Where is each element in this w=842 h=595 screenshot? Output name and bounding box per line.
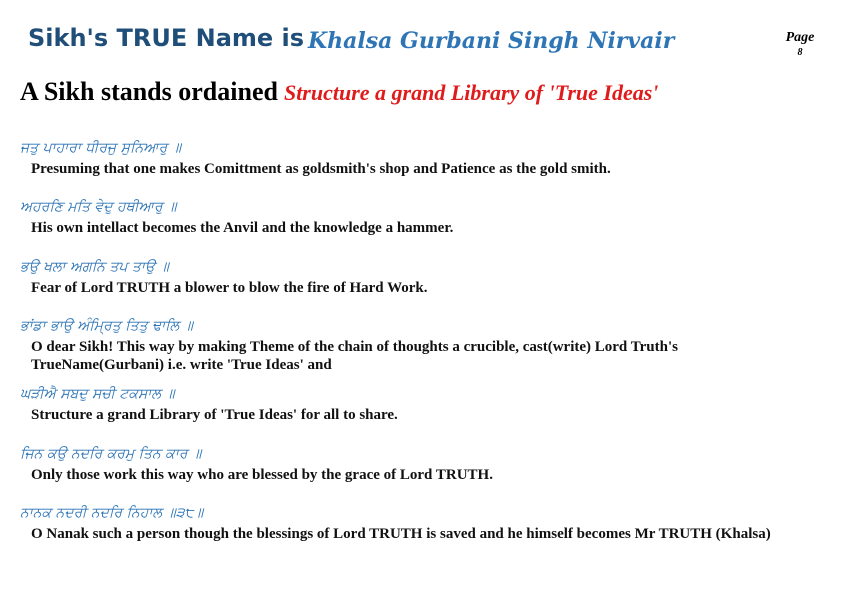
page-number: 8 [797,47,803,58]
verse-gurmukhi: ਭਉ ਖਲਾ ਅਗਨਿ ਤਪ ਤਾਉ ॥ [20,259,169,275]
verse-gurmukhi: ਜਤੁ ਪਾਹਾਰਾ ਧੀਰਜੁ ਸੁਨਿਆਰੁ ॥ [20,140,182,156]
verse-2 [20,199,771,237]
verse-translation: Fear of Lord TRUTH a blower to blow the fire of Hard Work. [31,280,428,296]
page-label: Page [785,30,815,45]
verse-3 [20,259,771,297]
verse-7 [20,505,771,543]
verse-6 [20,446,771,484]
verse-gurmukhi: ਅਹਰਣਿ ਮਤਿ ਵੇਦੁ ਹਥੀਆਰੁ ॥ [20,199,177,215]
verse-gurmukhi: ਜਿਨ ਕਉ ਨਦਰਿ ਕਰਮੁ ਤਿਨ ਕਾਰ ॥ [20,446,202,462]
header-author: Khalsa Gurbani Singh Nirvair [308,28,675,54]
page-number-box [778,30,822,60]
verse-gurmukhi: ਘੜੀਐ ਸਬਦੁ ਸਚੀ ਟਕਸਾਲ ॥ [20,386,175,402]
verse-translation: His own intellact becomes the Anvil and the knowledge a hammer. [31,220,454,236]
subtitle [20,77,658,107]
header-title: Sikh's TRUE Name is [28,24,305,52]
verse-translation: Only those work this way who are blessed by the grace of Lord TRUTH. [31,467,493,483]
subtitle-highlight: Structure a grand Library of 'True Ideas' [283,80,659,105]
subtitle-main: A Sikh stands ordained [20,77,278,106]
verse-translation: O Nanak such a person though the blessings of Lord TRUTH is saved and he himself becomes Mr TRUTH (Khalsa) [31,526,771,542]
verse-gurmukhi: ਭਾਂਡਾ ਭਾਉ ਅੰਮ੍ਰਿਤੁ ਤਿਤੁ ਢਾਲਿ ॥ [20,318,193,334]
verse-gurmukhi: ਨਾਨਕ ਨਦਰੀ ਨਦਰਿ ਨਿਹਾਲ ॥੩੮॥ [20,505,204,521]
verse-4 [20,318,771,374]
verse-translation: Structure a grand Library of 'True Ideas' for all to share. [31,407,398,423]
verse-1 [20,140,771,178]
verse-5 [20,386,771,424]
verse-translation: Presuming that one makes Comittment as goldsmith's shop and Patience as the gold smith. [31,161,611,177]
verse-translation: O dear Sikh! This way by making Theme of the chain of thoughts a crucible, cast(write) Lord Truth's TrueName(Gurbani) i.e. write 'True Ideas' and [31,339,678,373]
